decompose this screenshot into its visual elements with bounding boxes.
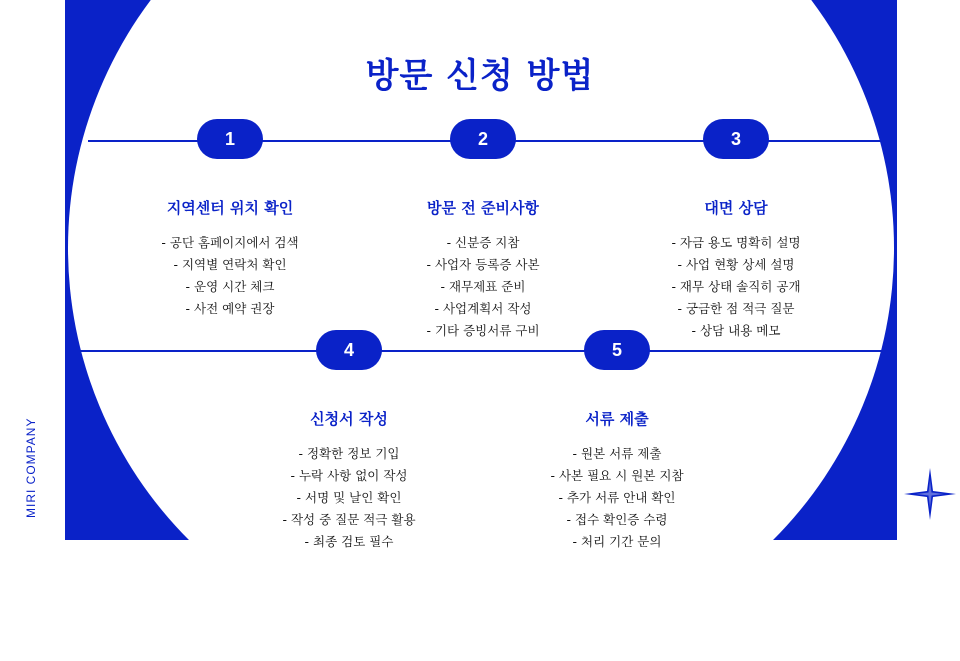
step-heading: 지역센터 위치 확인 [166,199,294,217]
step-number-badge: 2 [450,119,516,159]
step-item: - 신분증 지참 [446,235,520,250]
step-item: - 접수 확인증 수령 [566,512,668,527]
step-item: - 재무 상태 솔직히 공개 [671,279,801,294]
step-item: - 운영 시간 체크 [185,279,275,294]
step-number-badge: 1 [197,119,263,159]
step-item: - 원본 서류 제출 [572,446,662,461]
step-heading: 신청서 작성 [310,410,388,428]
step-4-column [219,409,479,553]
step-item-list [219,443,479,553]
step-heading: 방문 전 준비사항 [427,199,539,217]
step-item: - 사업자 등록증 사본 [426,257,540,272]
step-heading: 서류 제출 [585,410,649,428]
step-number-badge: 5 [584,330,650,370]
step-1-column [100,198,360,320]
step-heading: 대면 상담 [704,199,768,217]
step-item: - 사업 현황 상세 설명 [677,257,795,272]
step-item: - 재무제표 준비 [440,279,526,294]
step-number-badge: 3 [703,119,769,159]
page-title: 방문 신청 방법 [365,56,595,96]
step-item: - 사전 예약 권장 [185,301,275,316]
step-5-column [487,409,747,553]
step-item: - 자금 용도 명확히 설명 [671,235,801,250]
step-item: - 누락 사항 없이 작성 [290,468,408,483]
step-item-list [353,232,613,342]
step-item: - 추가 서류 안내 확인 [558,490,676,505]
step-item: - 작성 중 질문 적극 활용 [282,512,416,527]
step-item: - 서명 및 날인 확인 [296,490,402,505]
sparkle-icon [902,466,958,522]
step-item: - 기타 증빙서류 구비 [426,323,540,338]
step-number-badge: 4 [316,330,382,370]
step-item-list [487,443,747,553]
step-item: - 사본 필요 시 원본 지참 [550,468,684,483]
step-2-column [353,198,613,342]
step-item: - 정확한 정보 기입 [298,446,400,461]
step-item: - 상담 내용 메모 [691,323,781,338]
step-3-column [606,198,866,342]
brand-text: MIRI COMPANY [24,417,38,518]
step-item: - 궁금한 점 적극 질문 [677,301,795,316]
step-item: - 지역별 연락처 확인 [173,257,287,272]
step-item-list [606,232,866,342]
step-item: - 처리 기간 문의 [572,534,662,549]
step-item: - 사업계획서 작성 [434,301,532,316]
step-item: - 공단 홈페이지에서 검색 [161,235,299,250]
step-item-list [100,232,360,320]
step-item: - 최종 검토 필수 [304,534,394,549]
timeline-line-bottom [78,350,896,352]
